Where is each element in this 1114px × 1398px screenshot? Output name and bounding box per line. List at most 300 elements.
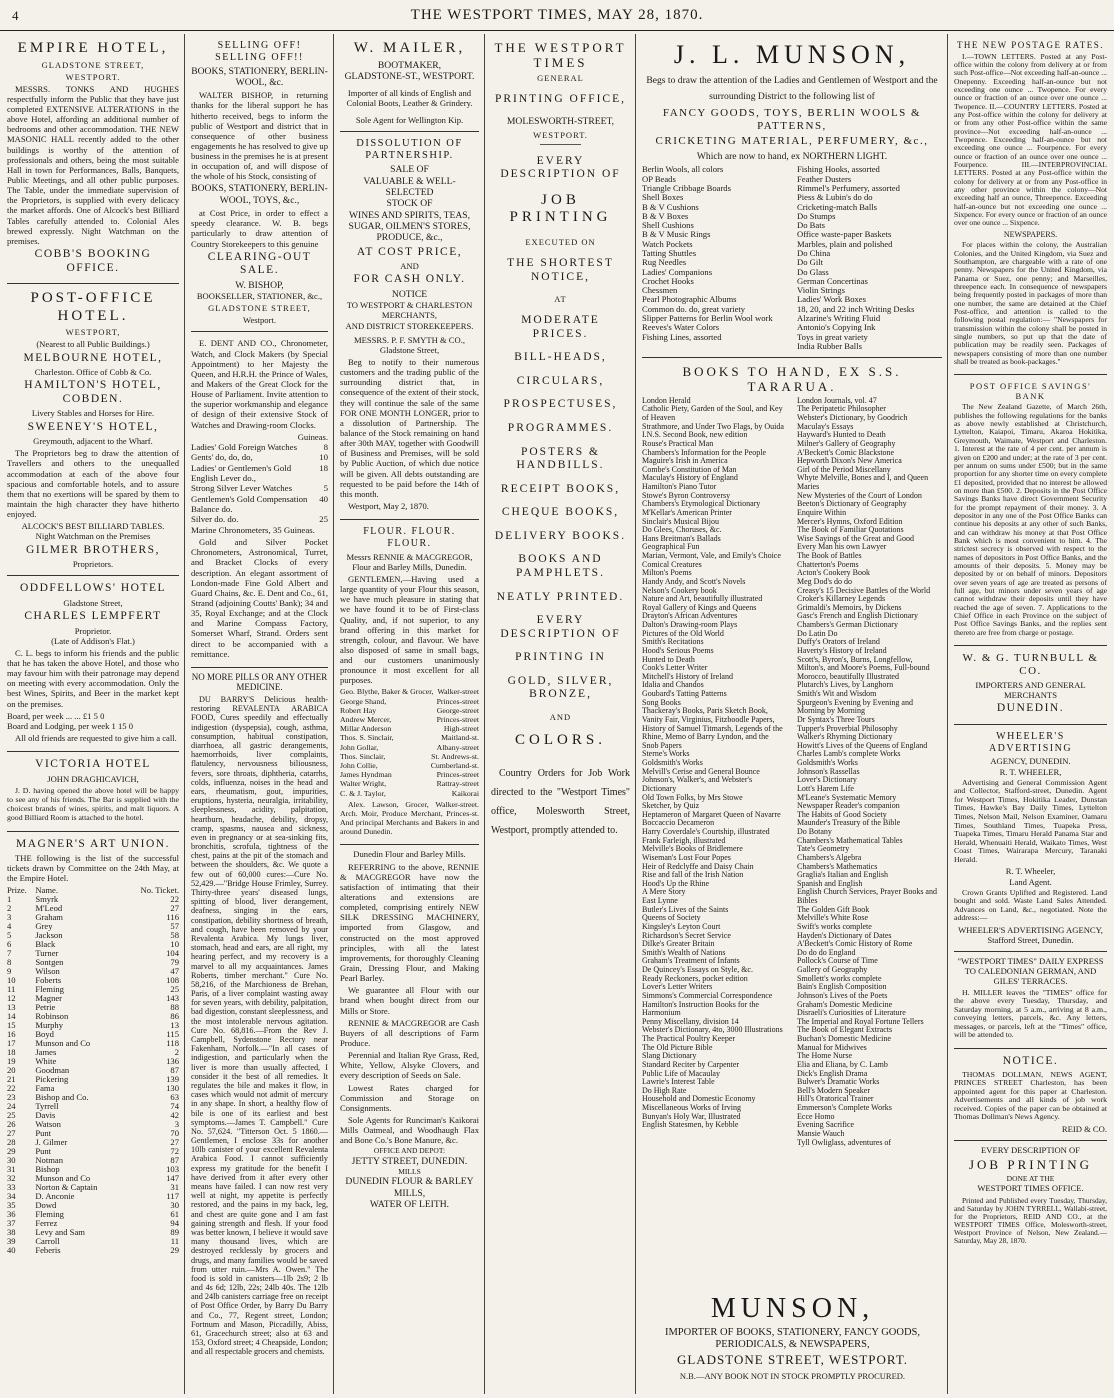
- book-item: London Herald: [642, 395, 691, 405]
- signer-name: Geo. Blythe, Baker & Grocer,: [340, 687, 434, 697]
- victoria-name: VICTORIA HOTEL: [35, 758, 151, 771]
- price-row: [191, 514, 328, 524]
- prize-number: 2: [7, 902, 12, 913]
- book-item: Rouse's Practical Man: [642, 438, 714, 448]
- merchants-word: MERCHANTS,: [381, 310, 438, 321]
- savings-body: The New Zealand Gazette, of March 26th, publishes the following regulations for the banks as above newly established at Christchurch, Lyttelton, Kaiapoi, Timaru, Akaroa Hokitika, Greymouth, Waimate, Westport and Charleston. 1. Interest at the rate of 4 per cent. per annum is given on £200 and under; at the rate of 3 per cent. per annum on sums under £500; but in the same proportion for any shorter time on every complete £1 deposited, provided that no interest be allowed on more than £500. 2. Deposits in the Post Office Savings Banks have direct Government Security for the prompt repayment of their money. 3. A depositor in any one of the Post Office Banks can continue his deposits at any other of such Banks, and can withdraw his money at that Post Office Bank which is most convenient to him. 4. The strictest secrecy is observed with respect to the names of depositors in Post Office Banks, and the amounts of their deposits. 5. Money may be deposited by or on behalf of minors. Depositors over seven years of age are treated as persons of full age, but minors under seven years of age cannot withdraw their deposits until they have reached the age of seven. 7. Applications to the Chief Office in each Province on the subject of Post Office Savings Banks, and the replies sent thereto are free from charge or postage.: [954, 402, 1107, 637]
- book-item: Handy Andy, and Scott's Novels: [642, 576, 746, 586]
- book-item: Whyte Melville, Bones and I, and Queen Maries: [797, 473, 929, 492]
- book-item: The Book of Familiar Quotations: [797, 525, 904, 535]
- dent-guineas: Guineas.: [297, 431, 328, 442]
- art-union-ad: [7, 832, 179, 1262]
- ticket-number: 58: [170, 929, 179, 940]
- goods-item: Marbles, plain and polished: [797, 238, 893, 249]
- post-office-hotel-name: POST-OFFICE HOTEL.: [30, 290, 156, 324]
- prize-row: [7, 1237, 179, 1246]
- prize-row: [7, 1030, 179, 1039]
- book-item: Hamilton's Instruction Books for the Harmonium: [642, 999, 759, 1018]
- rennie-agents: Sole Agents for Runciman's Kaikorai Mills Oatmeal, and Woodhaugh Flax and Bone Co.'s Bone Manure, &c.: [340, 1115, 479, 1146]
- ticket-number: 13: [170, 1019, 179, 1030]
- book-item: Wise Sayings of the Great and Good: [797, 533, 914, 543]
- goods-item: Office waste-paper Baskets: [797, 229, 892, 240]
- winner-name: Munson and Co: [35, 1037, 91, 1048]
- book-item: Hamilton's Piano Tutor: [642, 482, 717, 492]
- at-word: AT: [554, 294, 567, 305]
- ticket-number: 70: [170, 1127, 179, 1138]
- books-list: [642, 397, 942, 1147]
- selling-off-stock: BOOKS, STATIONERY, BERLIN-WOOL, TOYS, &c.,: [191, 183, 328, 206]
- ticket-header: No. Ticket.: [140, 884, 179, 895]
- goods-item: Tatting Shuttles: [642, 248, 697, 259]
- prize-number: 25: [7, 1109, 16, 1120]
- book-item: Cook's Letter Writer: [642, 663, 708, 673]
- book-item: Goubard's Tatting Patterns: [642, 689, 727, 699]
- prize-row: [7, 1246, 179, 1255]
- book-item: Hepworth Dixon's New America: [797, 456, 902, 466]
- book-item: Slang Dictionary: [642, 1051, 697, 1061]
- gilmer-role: Proprietors.: [72, 559, 114, 570]
- winner-name: Carroll: [35, 1236, 60, 1247]
- prize-number: 10: [7, 974, 16, 985]
- ticket-number: 29: [170, 1245, 179, 1256]
- book-item: Newspaper Reader's companion: [797, 801, 900, 811]
- goods-item: Rimmel's Perfumery, assorted: [797, 183, 900, 194]
- print-item: PROSPECTUSES,: [503, 398, 618, 411]
- newspapers-body: For places within the colony, the Australian Colonies, and the United Kingdom, via Suez and Southampton, are chargeable with a rate of one penny. Newspapers for the United Kingdom, via Panama or Suez, one penny; and Marseilles, threepence each. In consequence of newspapers being frequently posted in packages of more than one number, the same are detained at the Chief Post-office, and attention is called to the following postal regulation:— "Newspapers for transmission within the colony shall be posted in single numbers, so put up that the date of publication may be readily seen. Packages of newspapers consisting of more than one number shall be treated as book-packages.": [954, 240, 1107, 367]
- goods-item: Toys in great variety: [797, 331, 868, 342]
- signer-address: Princes-street: [436, 696, 479, 706]
- goods-item: Ladies' Work Boxes: [797, 294, 866, 305]
- book-item: Miscellaneous Works of Irving: [642, 1103, 741, 1113]
- book-item: Pollock's Course of Time: [797, 956, 878, 966]
- book-item: Marian, Vermont, Vale, and Emily's Choice: [642, 551, 781, 561]
- ticket-number: 116: [166, 911, 179, 922]
- winner-name: White: [35, 1055, 57, 1066]
- book-item: Buchan's Domestic Medicine: [797, 1034, 891, 1044]
- book-item: Thackeray's Books, Paris Sketch Book, Vanity Fair, Virginius, Fitzboodle Papers, History of Samuel Titmarsh, Legends of the Rhine, Memo of Barry Lyndon, and the Snob Papers: [642, 706, 783, 750]
- signer-address: High-street: [443, 724, 479, 734]
- prize-number: 11: [7, 983, 16, 994]
- book-item: Sketcher, by Quiz: [642, 801, 700, 811]
- prize-number: 6: [7, 938, 12, 949]
- rennie-storage: Lowest Rates charged for Commission and Storage on Consignments.: [340, 1082, 479, 1113]
- winner-name: Jackson: [35, 929, 63, 940]
- ticket-number: 108: [166, 974, 179, 985]
- price-value: 10: [319, 452, 328, 463]
- melbourne-hotel: MELBOURNE HOTEL,: [23, 351, 163, 364]
- winner-name: Punt: [35, 1145, 52, 1156]
- prize-header: Prize.: [7, 884, 27, 895]
- prize-row: [7, 895, 179, 904]
- du-barry-title: NO MORE PILLS OR ANY OTHER MEDICINE.: [191, 671, 328, 693]
- prize-number: 24: [7, 1100, 16, 1111]
- book-item: Tyll Owliglass, adventures of: [797, 1137, 892, 1147]
- book-item: Strathmore, and Under Two Flags, by Ouida: [642, 421, 784, 431]
- signer-name: John Collie,: [340, 760, 378, 770]
- empire-body: MESSRS. TONKS AND HUGHES respectfully inform the Public that they have just completed EXTENSIVE ALTERATIONS in the above Hotel, affording an additional number of bedrooms and other accommodation. THE NEW MASONIC HALL recently added to the other buildings is worthy of the attention of professionals and others, being the most suitable Hall in town for Performances, Balls, Banquets, Public Meetings, and all other public purposes. The Table, under the immediate supervision of the Proprietors, is supplied with every delicacy the market affords. One of Alcock's best Billiard Tables carefully attended to. Colonial Ales brewed expressly. Night Watchman on the premises.: [7, 83, 179, 246]
- ticket-number: 130: [166, 1082, 179, 1093]
- prize-row: [7, 976, 179, 985]
- book-item: Simmons's Commercial Correspondence: [642, 990, 773, 1000]
- book-item: Lover's Letter Writers: [642, 982, 713, 992]
- signer-row: [340, 789, 479, 798]
- job-done: DONE AT THE: [1006, 1173, 1055, 1183]
- dissolution-title: DISSOLUTION OF PARTNERSHIP.: [356, 137, 463, 162]
- melbourne-note: Charleston. Office of Cobb & Co.: [34, 367, 152, 378]
- ticket-number: 25: [170, 983, 179, 994]
- bishop-sign: W. BISHOP,: [235, 279, 284, 291]
- book-item: Maunder's Treasury of the Bible: [797, 818, 901, 828]
- cobbs-booking: COBB'S BOOKING OFFICE.: [34, 247, 152, 274]
- art-union-title: MAGNER'S ART UNION.: [16, 837, 170, 850]
- goods-item: Shell Cushions: [642, 220, 694, 231]
- notice-sign: REID & CO.: [1061, 1123, 1107, 1134]
- ticket-number: 3: [174, 1118, 179, 1129]
- book-item: Hayden's Dictionary of Dates: [797, 930, 892, 940]
- book-item: Elia and Eliana, by C. Lamb: [797, 1059, 888, 1069]
- signer-row: [340, 724, 479, 733]
- book-item: Haverty's History of Ireland: [797, 645, 887, 655]
- book-item: Mitchell's History of Ireland: [642, 671, 733, 681]
- book-item: The Old Picture Bible: [642, 1042, 713, 1052]
- signer-name: C. & J. Taylor,: [340, 788, 386, 798]
- print-item: NEATLY PRINTED.: [496, 590, 625, 603]
- rennie-body: REFERRING to the above, RENNIE & MACGREGOR have now the satisfaction of intimating that their alterations and extensions are completed, comprising entirely NEW SILK DRESSING MACHINERY, imported from Glasgow, and constructed on the most approved principles, with all the latest improvements, for thoroughly Cleaning Grain, Dressing Flour, and Making Pearl Barley.: [340, 861, 479, 984]
- book-item: Dilke's Greater Britain: [642, 939, 715, 949]
- times-street: MOLESWORTH-STREET,: [506, 116, 615, 128]
- goods-item: OP Beads: [642, 173, 676, 184]
- board-week: Board, per week ... ... £1 5 0: [7, 710, 105, 721]
- print-item: PROGRAMMES.: [507, 422, 614, 435]
- goods-item: Crochet Hooks: [642, 275, 694, 286]
- signer-name: Thos. S. Sinclair,: [340, 733, 394, 743]
- hamilton-note: Livery Stables and Horses for Hire.: [31, 408, 155, 419]
- book-item: Croker's Killarney Legends: [797, 594, 886, 604]
- price-row: [191, 483, 328, 493]
- signer-row: [340, 752, 479, 761]
- selling-off-ad: [191, 34, 328, 332]
- book-item: Chatterton's Poems: [797, 559, 859, 569]
- column-4: [486, 34, 636, 1394]
- book-item: M'Leane's Systematic Memory: [797, 792, 897, 802]
- book-item: Drayton's African Adventures: [642, 611, 738, 621]
- ticket-number: 147: [166, 1173, 179, 1184]
- flour-title: FLOUR. FLOUR. FLOUR.: [363, 526, 456, 549]
- signer-address: Princes-street: [436, 715, 479, 725]
- goods-item: Do China: [797, 248, 831, 259]
- ticket-number: 94: [170, 1218, 179, 1229]
- postage-title: THE NEW POSTAGE RATES.: [956, 40, 1105, 50]
- book-item: Evening Sacrifice: [797, 1120, 855, 1130]
- book-item: Lawrie's Interest Table: [642, 1077, 715, 1087]
- signer-address: Walker-street: [437, 687, 479, 697]
- signer-row: [340, 697, 479, 706]
- winner-name: Graham: [35, 911, 63, 922]
- turnbull-role: IMPORTERS AND GENERAL: [975, 680, 1086, 691]
- book-item: Gallery of Geography: [797, 965, 868, 975]
- prize-row: [7, 1192, 179, 1201]
- prize-number: 3: [7, 911, 12, 922]
- prize-row: [7, 1219, 179, 1228]
- dent-body: E. DENT AND CO., Chronometer, Watch, and Clock Makers (by Special Appointment) to her Majesty the Queen, and H.R.H. the Prince of Wales, and Makers of the Great Clock for the House of Parliament. Invite attention to the superior workmanship and elegance of design of their extensive Stock of Watches and Drawing-room Clocks.: [191, 338, 328, 430]
- goods-item: Berlin Wools, all colors: [642, 164, 724, 175]
- victoria-body: J. D. having opened the above hotel will be happy to see any of his friends. The Bar is supplied with the choicest brands of wines, spirits, and malt liquors. A good Billiard Room is attached to the hotel.: [7, 785, 179, 823]
- rennie-depot: OFFICE AND DEPOT:: [373, 1146, 446, 1156]
- winner-name: Norton & Captain: [35, 1182, 98, 1193]
- at-cost: AT COST PRICE,: [356, 245, 463, 258]
- winner-name: Ferrez: [35, 1218, 58, 1229]
- mailer-ad: [340, 34, 479, 132]
- ticket-number: 2: [174, 1046, 179, 1057]
- board-lodging: Board and Lodging, per week 1 15 0: [7, 720, 134, 731]
- dissolution-date: Westport, May 2, 1870.: [348, 500, 429, 511]
- dent-price-list: [191, 442, 328, 535]
- book-item: Spurgeon's Evening by Evening and Morning by Morning: [797, 697, 913, 716]
- book-item: Graham's Domestic Medicine: [797, 999, 893, 1009]
- prize-row: [7, 1057, 179, 1066]
- turnbull-merchants: MERCHANTS: [1003, 690, 1057, 701]
- winner-name: Watson: [35, 1118, 61, 1129]
- munson-cricket: CRICKETING MATERIAL, PERFUMERY, &c.,: [655, 135, 929, 148]
- job-office: WESTPORT TIMES OFFICE.: [977, 1183, 1084, 1194]
- notice-word: NOTICE: [391, 288, 428, 300]
- ticket-number: 27: [170, 902, 179, 913]
- book-item: Wiseman's Lost Four Popes: [642, 852, 731, 862]
- print-item: COLORS.: [515, 731, 606, 748]
- goods-item: Do Stumps: [797, 210, 836, 221]
- book-item: The Imperial and Royal Fortune Tellers: [797, 1016, 924, 1026]
- savings-title: POST OFFICE SAVINGS' BANK: [969, 381, 1092, 402]
- lempfert-role: Proprietor.: [74, 625, 112, 636]
- prize-number: 35: [7, 1200, 16, 1211]
- ticket-number: 79: [170, 956, 179, 967]
- goods-item: Shell Boxes: [642, 192, 684, 203]
- book-item: Old Town Folks, by Mrs Stowe: [642, 792, 743, 802]
- ticket-number: 89: [170, 1227, 179, 1238]
- rennie-dunedin-mills: DUNEDIN FLOUR & BARLEY: [345, 1176, 474, 1188]
- book-item: Johnson's, Walker's, and Webster's Dictionary: [642, 775, 753, 793]
- price-item: Gents' do, do, do,: [191, 452, 253, 463]
- goods-item: B & V Music Rings: [642, 229, 711, 240]
- book-item: Tupper's Proverbial Philosophy: [797, 723, 898, 733]
- prize-number: 33: [7, 1182, 16, 1193]
- book-item: I.N.S. Second Book, new edition: [642, 430, 748, 440]
- flour-signers-footer: Alex. Lawson, Grocer, Walker-street. Arch. Moir, Produce Merchant, Princes-st. And principal Merchants and Bakers in and around Dunedin.: [340, 799, 479, 837]
- prize-number: 30: [7, 1154, 16, 1165]
- ticket-number: 11: [170, 1236, 179, 1247]
- book-item: Chambers's Mathematics: [797, 861, 878, 871]
- signer-name: Walter Wright,: [340, 779, 387, 789]
- ticket-number: 136: [166, 1055, 179, 1066]
- prize-row: [7, 1156, 179, 1165]
- price-row: [191, 452, 328, 462]
- wheeler-name2: R. T. Wheeler,: [1005, 866, 1056, 877]
- victoria-owner: JOHN DRAGHICAVICH,: [47, 773, 139, 784]
- dissolution-ad: [340, 132, 479, 520]
- prize-number: 17: [7, 1037, 16, 1048]
- goods-item: 18, 20, and 22 inch Writing Desks: [797, 303, 915, 314]
- prize-number: 21: [7, 1073, 16, 1084]
- country-orders: Country Orders for Job Work directed to the "Westport Times" office, Molesworth Street, Westport, promptly attended to.: [491, 767, 630, 836]
- prize-number: 15: [7, 1019, 16, 1030]
- hamilton-hotel: HAMILTON'S HOTEL, COBDEN.: [24, 379, 162, 405]
- book-item: Tate's Geometry: [797, 844, 850, 854]
- book-item: M'Kellar's American Printer: [642, 507, 732, 517]
- book-item: Hayward's Hunted to Death: [797, 430, 886, 440]
- express-body: H. MILLER leaves the "TIMES" office for the above every Tuesday, Thursday, and Saturday morning, at 5 a.m., arriving at 8 a.m., conveying letters, parcels, &c. Any letters, messages, or parcels, left at the "Times" office, will be attended to.: [954, 987, 1107, 1040]
- book-item: Lover's Dictionary: [797, 775, 857, 785]
- goods-item: Pearl Photographic Albums: [642, 294, 737, 305]
- rennie-mills2: MILLS,: [393, 1187, 426, 1199]
- wheeler-addr1: WHEELER'S ADVERTISING AGENCY,: [958, 924, 1103, 935]
- book-item: The Practical Poultry Keeper: [642, 1034, 736, 1044]
- winner-name: Wilson: [35, 965, 60, 976]
- book-item: Enquire Within: [797, 507, 847, 517]
- book-item: English Statesmen, by Kebble: [642, 1120, 739, 1130]
- book-item: Goldsmith's Works: [797, 758, 858, 768]
- book-item: Heir of Redclyffe and Daisy Chain: [642, 861, 754, 871]
- book-item: Emmerson's Complete Works: [797, 1103, 892, 1113]
- book-item: Mansie Wauch: [797, 1128, 845, 1138]
- ticket-number: 118: [166, 1037, 179, 1048]
- mailer-import: Importer of all kinds of English and Colonial Boots, Leather & Grindery.: [346, 88, 473, 109]
- ticket-number: 63: [170, 1091, 179, 1102]
- goods-item: Slipper Patterns for Berlin Wool work: [642, 312, 773, 323]
- bishop-town: Westport.: [243, 315, 276, 326]
- to-westport: TO WESTPORT & CHARLESTON: [346, 300, 473, 311]
- printing-office: PRINTING OFFICE,: [494, 92, 627, 105]
- ticket-number: 104: [166, 947, 179, 958]
- winner-name: Punt: [35, 1127, 52, 1138]
- mailer-name: W. MAILER,: [353, 40, 466, 56]
- book-item: Disraeli's Curiosities of Literature: [797, 1008, 906, 1018]
- turnbull-town: DUNEDIN.: [996, 702, 1065, 715]
- prize-row: [7, 958, 179, 967]
- book-item: The Peripatetic Philosopher: [797, 404, 886, 414]
- prize-number: 12: [7, 992, 16, 1003]
- prize-number: 36: [7, 1209, 16, 1220]
- price-item: Marine Chronometers, 35 Guineas.: [191, 524, 315, 535]
- book-item: Melvill's Cerise and General Bounce: [642, 766, 760, 776]
- winner-name: Fama: [35, 1082, 55, 1093]
- turnbull-ad: [954, 646, 1107, 725]
- prize-row: [7, 1183, 179, 1192]
- signer-name: Andrew Mercer,: [340, 715, 392, 725]
- winner-name: Foberts: [35, 974, 62, 985]
- book-item: Chambers's Mathematical Tables: [797, 835, 903, 845]
- prize-number: 13: [7, 1001, 16, 1012]
- goods-item: Triangle Cribbage Boards: [642, 183, 731, 194]
- prize-row: [7, 1165, 179, 1174]
- prize-row: [7, 967, 179, 976]
- signer-name: John Gollar,: [340, 742, 379, 752]
- winner-name: Fleming: [35, 983, 64, 994]
- billiards-note: ALCOCK'S BEST BILLIARD TABLES.: [21, 521, 165, 532]
- prize-number: 9: [7, 965, 12, 976]
- valuable: VALUABLE & WELL-SELECTED: [363, 175, 456, 199]
- column-2: [186, 34, 334, 1394]
- goods-item: Cricketing-match Balls: [797, 201, 877, 212]
- prize-row: [7, 1048, 179, 1057]
- book-item: De Quincey's Essays on Style, &c.: [642, 965, 753, 975]
- oddfellows-street: Gladstone Street,: [63, 597, 123, 608]
- winner-name: Goodman: [35, 1064, 70, 1075]
- prize-number: 16: [7, 1028, 16, 1039]
- book-item: Boccaccio Decameron: [642, 818, 715, 828]
- empire-hotel-name: EMPIRE HOTEL,: [17, 40, 169, 56]
- notice-title: NOTICE.: [1002, 1054, 1059, 1067]
- signer-address: Princes-street: [436, 770, 479, 780]
- signer-row: [340, 715, 479, 724]
- book-item: Frank Farleigh, illustrated: [642, 835, 726, 845]
- notice-body: THOMAS DOLLMAN, NEWS AGENT, PRINCES STREET Charleston, has been appointed agent for this paper at Charleston. Advertisements and all kinds of job work received. Copies of the paper can be obtained at Thomas Dollman's News Agency.: [954, 1069, 1107, 1122]
- book-item: Maculay's History of England: [642, 473, 738, 483]
- book-item: Smollett's works complete: [797, 973, 882, 983]
- book-item: The Habits of Good Society: [797, 809, 887, 819]
- goods-item: Watch Pockets: [642, 238, 693, 249]
- book-item: Smith's Wealth of Nations: [642, 947, 726, 957]
- price-value: 8: [323, 441, 328, 452]
- sugar: SUGAR, OILMEN'S STORES,: [348, 221, 471, 233]
- prize-row: [7, 904, 179, 913]
- masthead: [0, 0, 1114, 31]
- ticket-number: 30: [170, 1200, 179, 1211]
- book-item: Chambers's German Dictionary: [797, 620, 898, 630]
- winner-name: Bishop: [35, 1164, 60, 1174]
- price-value: 40: [319, 493, 328, 504]
- book-item: Duffy's Orators of Ireland: [797, 637, 880, 647]
- goods-item: Do Gilt: [797, 257, 824, 268]
- empire-town: WESTPORT.: [65, 71, 121, 82]
- book-item: Maculay's Essays: [797, 421, 854, 431]
- print-item: BOOKS AND PAMPHLETS.: [516, 553, 605, 579]
- book-item: Gasc's French and English Dictionary: [797, 611, 918, 621]
- print-item: AND: [549, 711, 572, 722]
- book-item: A Mere Story: [642, 887, 686, 897]
- rennie-jetty: JETTY STREET, DUNEDIN.: [351, 1156, 468, 1168]
- signer-address: St. Andrews-st.: [431, 751, 479, 761]
- price-row: [191, 525, 328, 535]
- ticket-number: 10: [170, 938, 179, 949]
- book-item: New Mysteries of the Court of London: [797, 490, 922, 500]
- rennie-mills: MILLS: [398, 1166, 421, 1176]
- goods-item: Do Bats: [797, 220, 825, 231]
- book-item: Dr Syntax's Three Tours: [797, 714, 875, 724]
- book-item: Graglia's Italian and English: [797, 870, 888, 880]
- prize-row: [7, 1084, 179, 1093]
- signer-row: [340, 770, 479, 779]
- wheeler-title: WHEELER'S ADVERTISING: [988, 730, 1073, 754]
- munson-ad: [642, 34, 942, 358]
- flour-body: GENTLEMEN,—Having used a large quantity of your Flour this season, we have much pleasure in stating that we have found it to be of First-class Quality, and, if not superior, to any brand offering in this market for strength, colour, and flavour. We have also disposed of same in small bags, and our customers unanimously pronounce it most excellent for all purposes.: [340, 573, 479, 686]
- stock-of: STOCK OF: [386, 198, 433, 210]
- prize-number: 8: [7, 956, 12, 967]
- books-ad: [642, 358, 942, 1153]
- goods-item: Do Glass: [797, 266, 829, 277]
- times-general: GENERAL: [537, 72, 584, 83]
- book-item: Plutarch's Lives, by Langhorn: [797, 680, 894, 690]
- book-item: English Church Services, Prayer Books and Bibles: [797, 887, 937, 906]
- book-item: Household and Domestic Economy: [642, 1094, 756, 1104]
- empire-hotel-ad: [7, 34, 179, 284]
- book-item: Bulwer's Dramatic Works: [797, 1077, 880, 1087]
- prize-row: [7, 1210, 179, 1219]
- winner-name: Petrie: [35, 1001, 56, 1012]
- goods-item: Feather Dusters: [797, 173, 852, 184]
- winner-name: Smyrk: [35, 893, 59, 904]
- book-item: Johnson's Lives of the Poets: [797, 990, 888, 1000]
- prize-number: 39: [7, 1236, 16, 1247]
